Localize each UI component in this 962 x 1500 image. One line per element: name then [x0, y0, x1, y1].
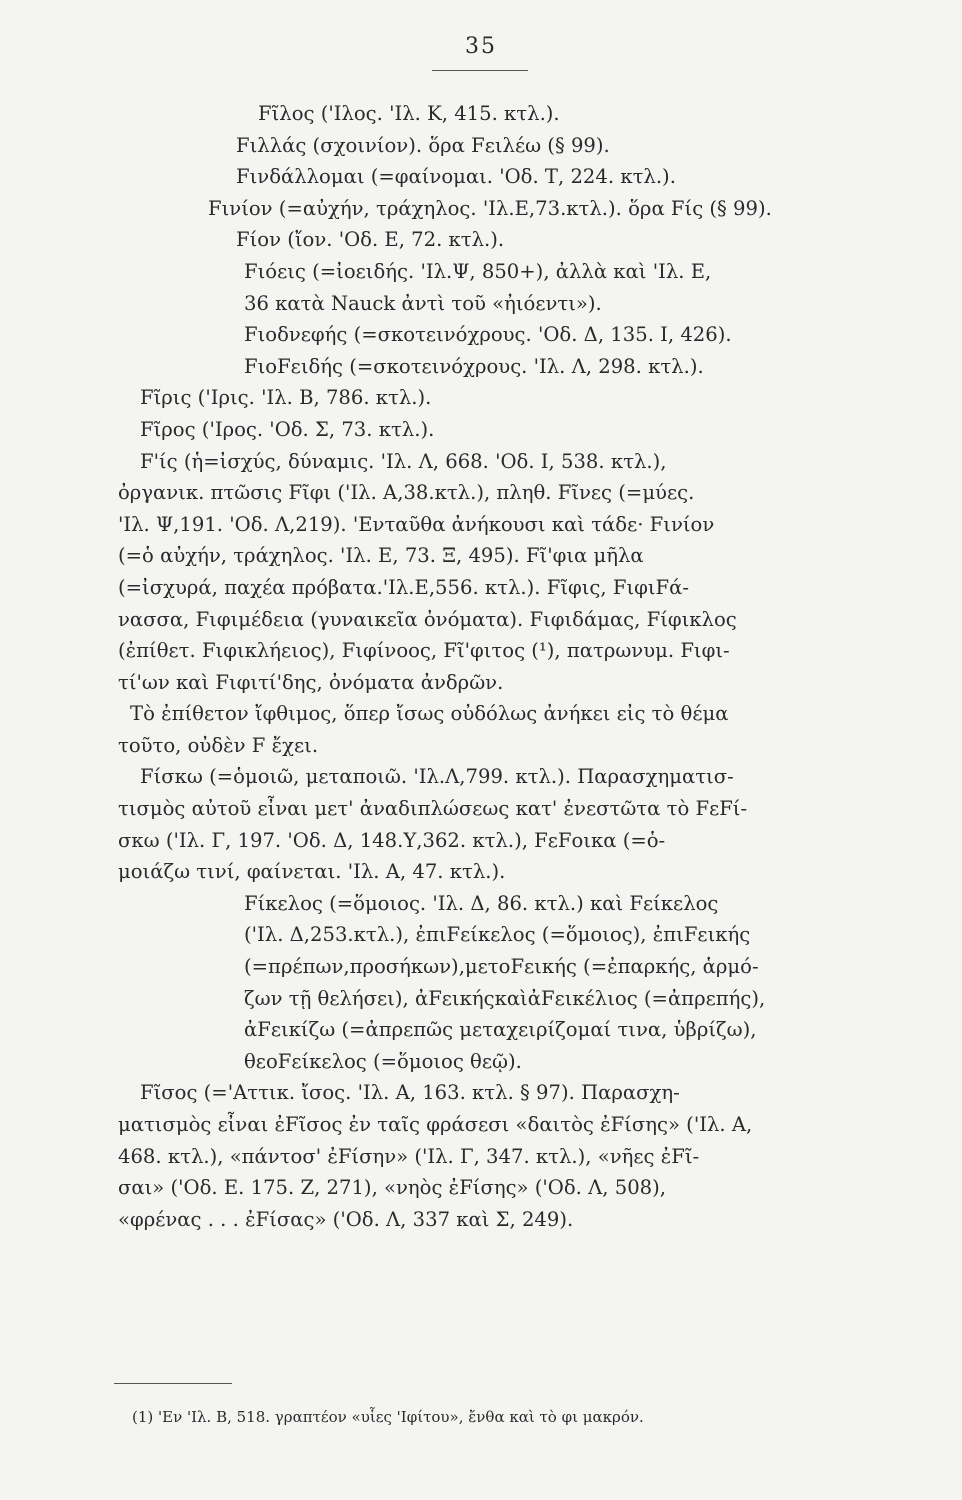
text-line: Fινδάλλομαι (=φαίνομαι. 'Οδ. Τ, 224. κτλ.).	[236, 165, 676, 189]
text-line: Fῖρις ('Ιρις. 'Ιλ. Β, 786. κτλ.).	[140, 386, 432, 410]
text-line: 'Ιλ. Ψ,191. 'Οδ. Λ,219). 'Ενταῦθα ἀνήκουσι καὶ τάδε· Fινίον	[118, 512, 715, 536]
text-line: Fῖσος (='Αττικ. ἴσος. 'Ιλ. Α, 163. κτλ. § 97). Παρασχη-	[140, 1081, 680, 1105]
text-line: ματισμὸς εἶναι ἐFῖσος ἐν ταῖς φράσεσι «δαιτὸς ἐFίσης» ('Ιλ. Α,	[118, 1113, 753, 1136]
text-line: νασσα, Fιφιμέδεια (γυναικεῖα ὀνόματα). Fιφιδάμας, Fίφικλος	[118, 607, 737, 631]
text-line: θεοFείκελος (=ὅμοιος θεῷ).	[244, 1049, 522, 1073]
body-text	[118, 98, 846, 1235]
text-line: 468. κτλ.), «πάντοσ' ἐFίσην» ('Ιλ. Γ, 347. κτλ.), «νῆες ἐFῖ-	[118, 1144, 700, 1168]
text-line: μοιάζω τινί, φαίνεται. 'Ιλ. Α, 47. κτλ.).	[118, 860, 506, 884]
text-line: Fίον (ἴον. 'Οδ. Ε, 72. κτλ.).	[236, 228, 505, 252]
page-number: 35	[465, 34, 497, 59]
text-line: Fίκελος (=ὅμοιος. 'Ιλ. Δ, 86. κτλ.) καὶ Fείκελος	[244, 891, 719, 915]
text-line: (=ὁ αὐχήν, τράχηλος. 'Ιλ. Ε, 73. Ξ, 495). Fῖ'φια μῆλα	[118, 544, 644, 568]
text-line: τί'ων καὶ Fιφιτί'δης, ὀνόματα ἀνδρῶν.	[118, 670, 504, 694]
text-line: (=πρέπων,προσήκων),μετοFεικής (=ἐπαρκής, ἁρμό-	[244, 955, 759, 979]
text-line: τισμὸς αὐτοῦ εἶναι μετ' ἀναδιπλώσεως κατ' ἐνεστῶτα τὸ FεFί-	[118, 797, 748, 821]
text-line: Fῖρος ('Ιρος. 'Οδ. Σ, 73. κτλ.).	[140, 417, 435, 441]
text-line: Fινίον (=αὐχήν, τράχηλος. 'Ιλ.Ε,73.κτλ.). ὅρα Fίς (§ 99).	[208, 196, 772, 220]
text-line: ὀργανικ. πτῶσις Fῖφι ('Ιλ. Α,38.κτλ.), πληθ. Fῖνες (=μύες.	[118, 481, 695, 505]
text-line: Fιλλάς (σχοινίον). ὅρα Fειλέω (§ 99).	[236, 133, 610, 157]
text-line: σκω ('Ιλ. Γ, 197. 'Οδ. Δ, 148.Υ,362. κτλ.), FεFοικα (=ὁ-	[118, 828, 666, 852]
text-line: ζων τῇ θελήσει), ἀFεικήςκαὶἀFεικέλιος (=ἀπρεπής),	[244, 986, 766, 1010]
footnote: (1) 'Εν 'Ιλ. Β, 518. γραπτέον «υἷες 'Ιφίτου», ἔνθα καὶ τὸ φι μακρόν.	[132, 1408, 644, 1426]
text-line: ('Ιλ. Δ,253.κτλ.), ἐπιFείκελος (=ὅμοιος), ἐπιFεικής	[244, 923, 751, 947]
text-line: F'ίς (ἡ=ἰσχύς, δύναμις. 'Ιλ. Λ, 668. 'Οδ. Ι, 538. κτλ.),	[140, 449, 667, 473]
header-rule	[432, 70, 528, 71]
text-line: «φρένας . . . ἐFίσας» ('Οδ. Λ, 337 καὶ Σ, 249).	[118, 1207, 574, 1231]
text-line: ἀFεικίζω (=ἀπρεπῶς μεταχειρίζομαί τινα, ὑβρίζω),	[244, 1018, 757, 1042]
text-line: (ἐπίθετ. Fιφικλήειος), Fιφίνοος, Fῖ'φιτος (¹), πατρωνυμ. Fιφι-	[118, 639, 730, 663]
footnote-rule	[114, 1383, 232, 1384]
text-line: Fιόεις (=ἰοειδής. 'Ιλ.Ψ, 850+), ἀλλὰ καὶ 'Ιλ. Ε,	[244, 259, 712, 283]
text-line: (=ἰσχυρά, παχέα πρόβατα.'Ιλ.Ε,556. κτλ.). Fῖφις, FιφιFά-	[118, 575, 689, 599]
text-line: σαι» ('Οδ. Ε. 175. Ζ, 271), «νηὸς ἐFίσης» ('Οδ. Λ, 508),	[118, 1176, 666, 1200]
text-line: τοῦτο, οὐδὲν F ἔχει.	[118, 733, 319, 757]
text-line: Τὸ ἐπίθετον ἴφθιμος, ὅπερ ἴσως οὐδόλως ἀνήκει εἰς τὸ θέμα	[130, 702, 729, 726]
text-line: Fίσκω (=ὁμοιῶ, μεταποιῶ. 'Ιλ.Λ,799. κτλ.). Παρασχηματισ-	[140, 765, 734, 789]
text-line: Fιοδνεφής (=σκοτεινόχρους. 'Οδ. Δ, 135. Ι, 426).	[244, 323, 732, 347]
text-line: FιοFειδής (=σκοτεινόχρους. 'Ιλ. Λ, 298. κτλ.).	[244, 354, 704, 378]
text-line: Fῖλος ('Ιλος. 'Ιλ. Κ, 415. κτλ.).	[258, 102, 560, 125]
text-line: 36 κατὰ Nauck ἀντὶ τοῦ «ἠιόεντι»).	[244, 291, 602, 315]
